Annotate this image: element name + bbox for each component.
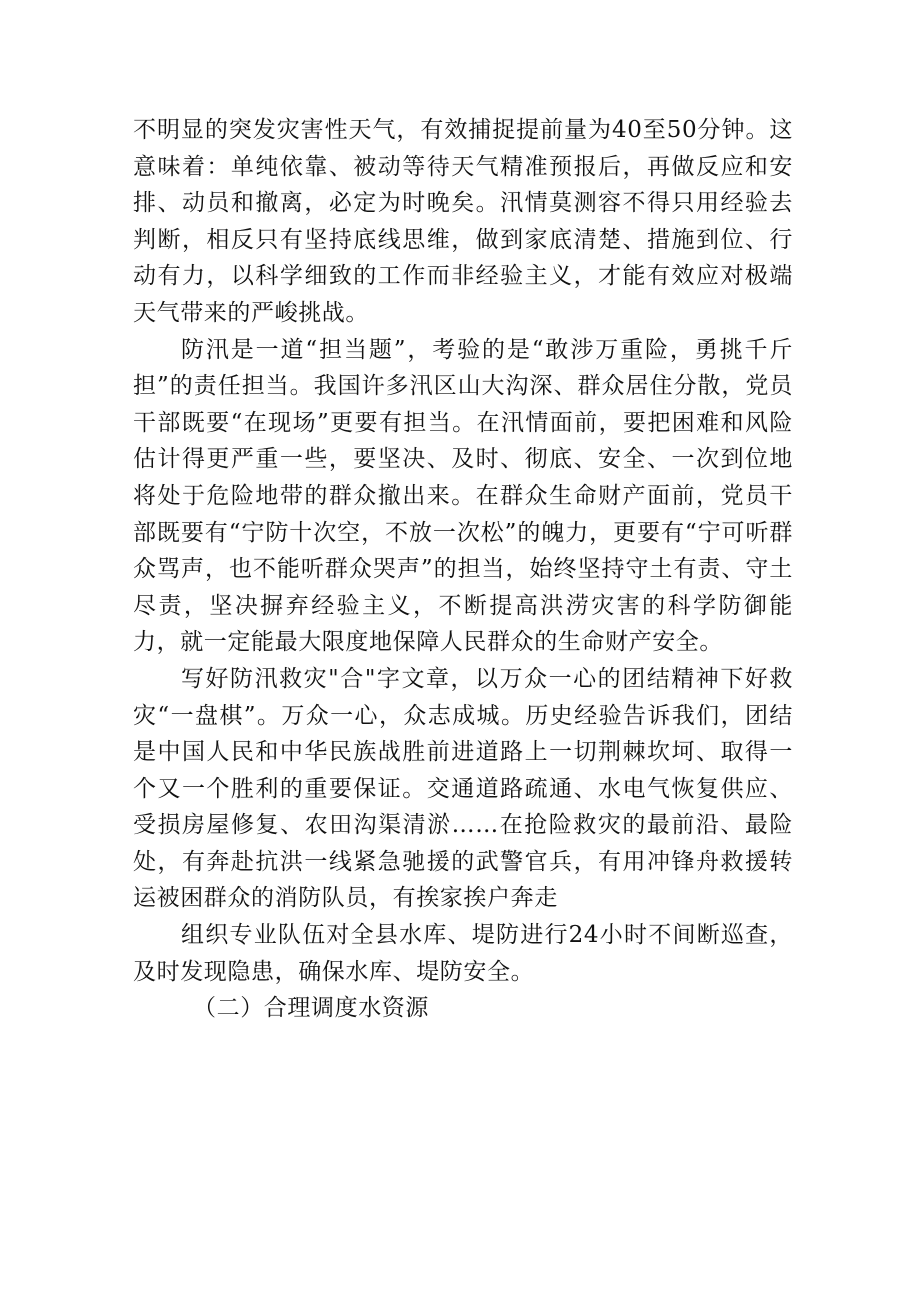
document-page [133,112,793,1027]
paragraph-continued: 不明显的突发灾害性天气，有效捕捉提前量为40至50分钟。这意味着：单纯依靠、被动等待天气精准预报后，再做反应和安排、动员和撤离，必定为时晚矣。汛情莫测容不得只用经验去判断，相反只有坚持底线思维，做到家底清楚、措施到位、行动有力，以科学细致的工作而非经验主义，才能有效应对极端天气带来的严峻挑战。 [133,117,793,326]
section-heading: （二）合理调度水资源 [193,995,429,1022]
paragraph-patrol: 组织专业队伍对全县水库、堤防进行24小时不间断巡查，及时发现隐患，确保水库、堤防安全。 [133,922,793,985]
paragraph-unity: 写好防汛救灾"合"字文章，以万众一心的团结精神下好救灾“一盘棋”。万众一心，众志成城。历史经验告诉我们，团结是中国人民和中华民族战胜前进道路上一切荆棘坎坷、取得一个又一个胜利的重要保证。交通道路疏通、水电气恢复供应、受损房屋修复、农田沟渠清淤……在抢险救灾的最前沿、最险处，有奔赴抗洪一线紧急驰援的武警官兵，有用冲锋舟救援转运被困群众的消防队员，有挨家挨户奔走 [133,665,793,912]
paragraph-responsibility: 防汛是一道“担当题”，考验的是“敢涉万重险，勇挑千斤担”的责任担当。我国许多汛区山大沟深、群众居住分散，党员干部既要“在现场”更要有担当。在汛情面前，要把困难和风险估计得更严重一些，要坚决、及时、彻底、安全、一次到位地将处于危险地带的群众撤出来。在群众生命财产面前，党员干部既要有“宁防十次空，不放一次松”的魄力，更要有“宁可听群众骂声，也不能听群众哭声”的担当，始终坚持守土有责、守土尽责，坚决摒弃经验主义，不断提高洪涝灾害的科学防御能力，就一定能最大限度地保障人民群众的生命财产安全。 [133,336,793,656]
